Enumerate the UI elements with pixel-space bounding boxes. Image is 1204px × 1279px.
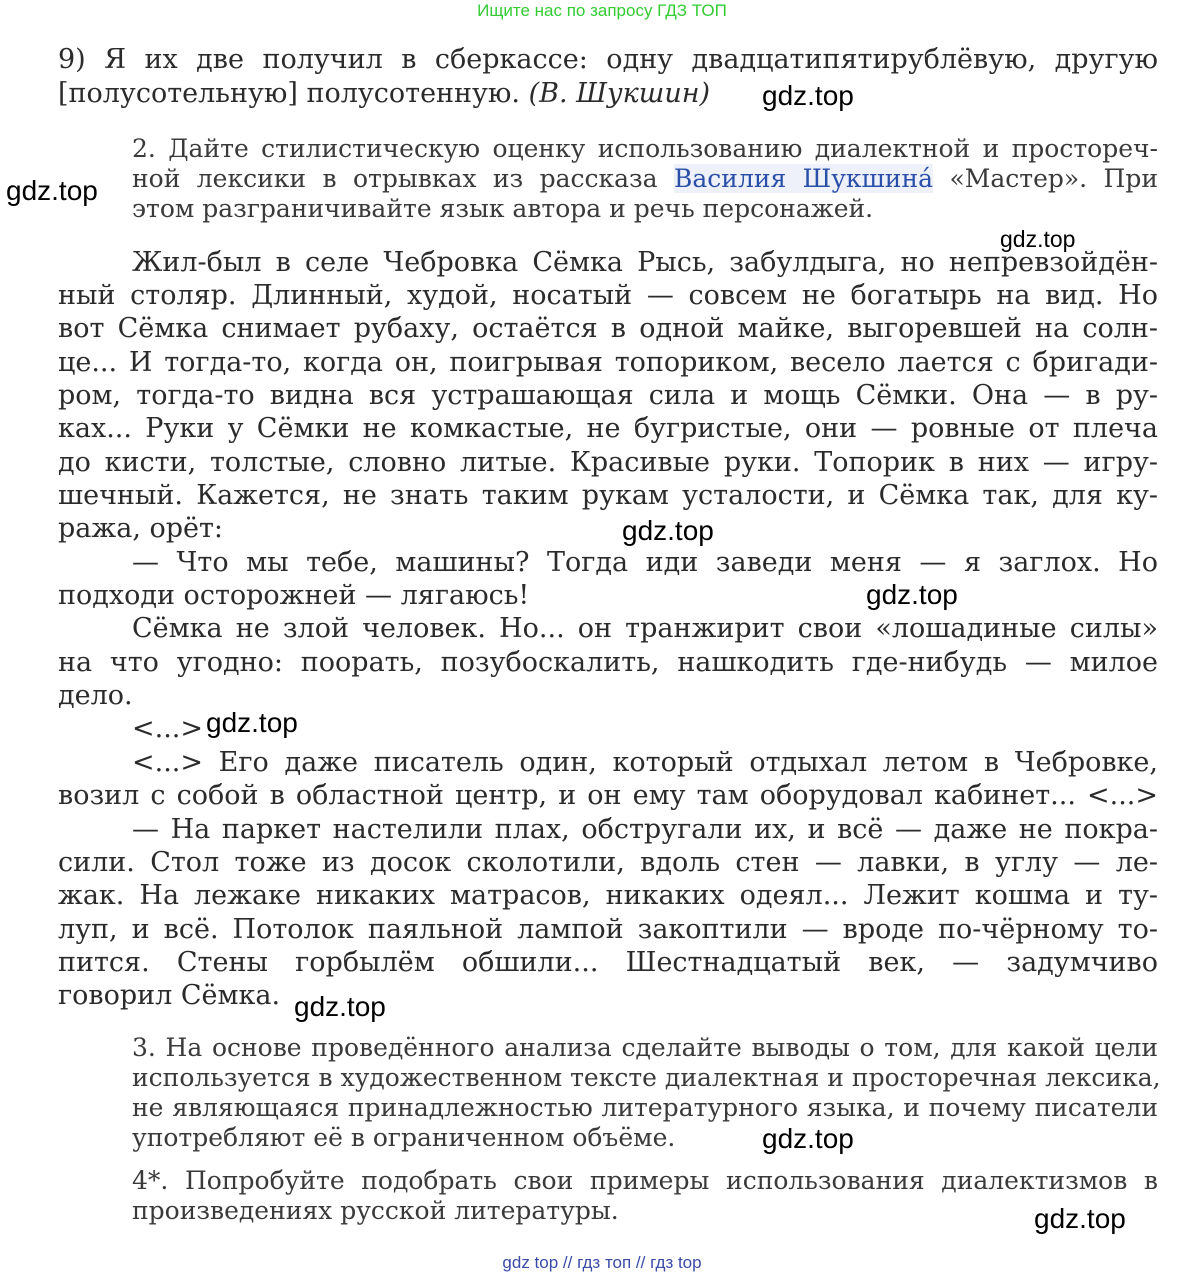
task-3-line: не являющаяся принадлежностью литературного языка, и почему писатели [132, 1093, 1158, 1122]
story-line: це... И тогда-то, когда он, поигрывая топориком, весело лается с бригади- [58, 347, 1158, 378]
story-line: <...> Его даже писатель один, который отдыхал летом в Чебровке, [132, 747, 1158, 778]
task-2-line-2-after: «Мастер». При [949, 164, 1158, 193]
story-line: ках... Руки у Сёмки не комкастые, не бугристые, они — ровные от плеча [58, 413, 1158, 444]
watermark: gdz.top [294, 991, 386, 1022]
task-2-line-2-before: ной лексики в отрывках из рассказа [132, 164, 658, 193]
story-line: Сёмка не злой человек. Но... он транжирит свои «лошадиные силы» [132, 613, 1158, 644]
story-line: вот Сёмка снимает рубаху, остаётся в одной майке, выгоревшей на солн- [58, 313, 1158, 344]
story-line: луп, и всё. Потолок паяльной лампой закоптили — вроде по-чёрному то- [58, 914, 1158, 945]
story-line: <...> [132, 713, 203, 744]
top-banner[interactable]: Ищите нас по запросу ГДЗ ТОП [477, 1, 727, 20]
watermark: gdz.top [622, 515, 714, 546]
task-4-line: 4*. Попробуйте подобрать свои примеры использования диалектизмов в [132, 1166, 1158, 1195]
watermark: gdz.top [762, 1123, 854, 1154]
story-line: сили. Стол тоже из досок сколотили, вдоль стен — лавки, в углу — ле- [58, 847, 1158, 878]
watermark: gdz.top [206, 707, 298, 738]
story-line: ром, тогда-то видна вся устрашающая сила и мощь Сёмки. Она — в ру- [58, 380, 1158, 411]
story-line: дело. [58, 680, 133, 711]
story-line: до кисти, толстые, словно литые. Красивые руки. Топорик в них — игру- [58, 447, 1158, 478]
footer[interactable]: gdz top // гдз топ // гдз top [502, 1253, 702, 1272]
story-line: Жил-был в селе Чебровка Сёмка Рысь, забулдыга, но непревзойдён- [132, 247, 1158, 278]
story-line: подходи осторожней — лягаюсь! [58, 580, 530, 611]
task-4-line: произведениях русской литературы. [132, 1196, 619, 1225]
task-3-line: 3. На основе проведённого анализа сделайте выводы о том, для какой цели [132, 1033, 1158, 1062]
task-3-line: употребляют её в ограниченном объёме. [132, 1123, 676, 1152]
example-9-line-1: 9) Я их две получил в сберкассе: одну двадцатипятирублёвую, другую [58, 44, 1158, 75]
watermark: gdz.top [1000, 226, 1076, 252]
task-2-line-2 [132, 164, 1158, 194]
story-line: шечный. Кажется, не знать таким рукам усталости, и Сёмка так, для ку- [58, 480, 1158, 511]
example-9-line-2 [58, 77, 758, 110]
story-line: ража, орёт: [58, 513, 224, 544]
story-line: жак. На лежаке никаких матрасов, никаких одеял... Лежит кошма и ту- [58, 880, 1158, 911]
story-line: ный столяр. Длинный, худой, носатый — совсем не богатырь на вид. Но [58, 280, 1158, 311]
story-line: говорил Сёмка. [58, 980, 281, 1011]
task-2-line-3: этом разграничивайте язык автора и речь персонажей. [132, 194, 874, 223]
watermark: gdz.top [762, 80, 854, 111]
story-line: на что угодно: поорать, позубоскалить, нашкодить где-нибудь — милое [58, 647, 1158, 678]
author-link[interactable]: Василия Шукшина́ [674, 164, 934, 193]
example-9-author: (В. Шукшин) [528, 78, 711, 109]
watermark: gdz.top [1034, 1203, 1126, 1234]
task-3-line: используется в художественном тексте диалектная и просторечная лексика, [132, 1063, 1161, 1092]
story-line: пится. Стены горбылём обшили... Шестнадцатый век, — задумчиво [58, 947, 1158, 978]
watermark: gdz.top [866, 579, 958, 610]
watermark: gdz.top [6, 175, 98, 206]
story-line: возил с собой в областной центр, и он ему там оборудовал кабинет... <...> [58, 780, 1158, 811]
task-2-line-1: 2. Дайте стилистическую оценку использованию диалектной и простореч- [132, 134, 1158, 163]
story-line: — На паркет настелили плах, обстругали их, и всё — даже не покра- [132, 814, 1158, 845]
example-9-text: [полусотельную] полусотенную. [58, 78, 521, 109]
story-line: — Что мы тебе, машины? Тогда иди заведи меня — я заглох. Но [132, 547, 1158, 578]
